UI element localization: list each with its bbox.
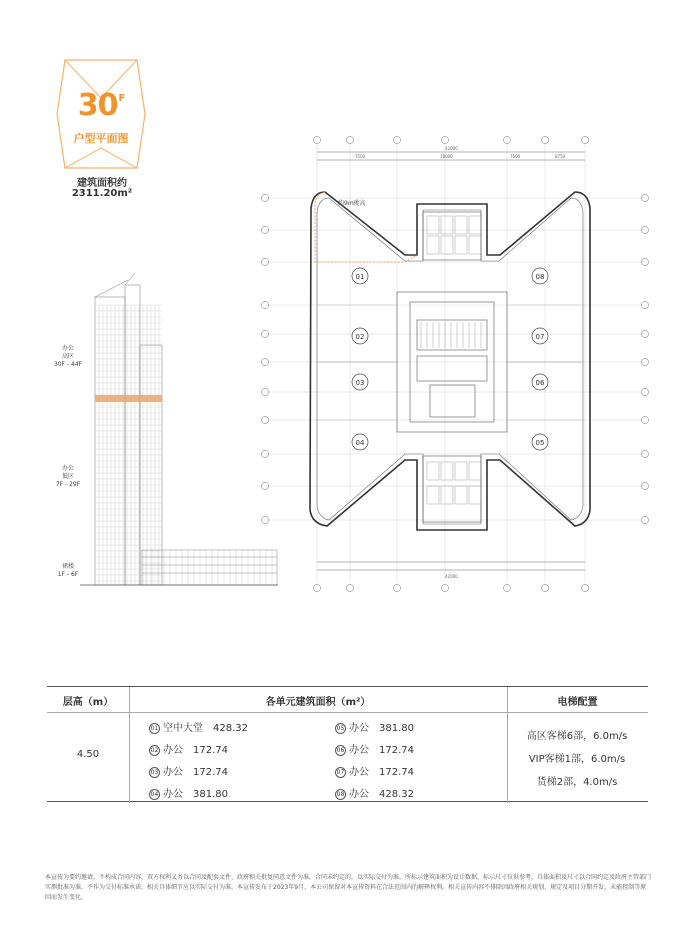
tower-elevation (50, 265, 280, 595)
header-elevator: 电梯配置 (557, 697, 598, 708)
unit-label: 06 (535, 379, 545, 387)
dim-top-3: 7500 (510, 154, 521, 159)
unit-marker-08 (532, 268, 548, 284)
unit-label: 02 (355, 333, 365, 341)
unit-marker-02 (352, 328, 368, 344)
unit-label: 03 (355, 379, 365, 387)
zone-podium: 裙楼 1F - 6F (57, 563, 79, 578)
unit-row-01: 01 空中大堂 428.32 (150, 723, 248, 734)
unit-marker-06 (532, 374, 548, 390)
floor-plan-drawing (255, 130, 655, 600)
disclaimer: 本宣传为要约邀请，不构成合同内容，双方权利义务以合同及配套文件、政府相关批复同意文件为准，合同未约定的，以实际交付为准。所标示建筑面积为设计数据，标示尺寸仅供参考，具体面积及尺寸以合同约定及政府主管部门实测批准为准，不作为交付标准承诺，相关具体细节应以实际交付为准。本宣传发布于2023年9月，本公司保留对本宣传资料在合法范围内的解释权利。相关宣传内容不排除因政府相关规划，规定及项目分期开发，未能控制等原因而发生变化。 (45, 874, 652, 901)
unit-marker-07 (532, 328, 548, 344)
header-height: 层高（m） (62, 697, 114, 708)
plan-note: 约9m挑高 (338, 200, 366, 207)
unit-marker-05 (532, 434, 548, 450)
area-value: 2311.20m² (71, 188, 133, 199)
floor-plan (255, 130, 655, 600)
zone-high: 办公 高区 30F - 44F (53, 345, 83, 368)
unit-label: 05 (535, 439, 545, 447)
zone-low: 办公 低区 7F - 29F (55, 465, 81, 488)
dim-top-2: 18000 (440, 154, 453, 159)
unit-marker-04 (352, 434, 368, 450)
unit-label: 04 (355, 439, 365, 447)
floor-number: $30^F$ (77, 88, 125, 123)
elevator-freight: 货梯2部，4.0m/s (536, 777, 618, 788)
area-label: 建筑面积约 (77, 178, 127, 189)
badge-subtitle: 户型平面图 (73, 132, 129, 145)
unit-row-06: 06 办公 172.74 (336, 745, 414, 756)
elevator-high: 高区客梯6部，6.0m/s (526, 731, 628, 742)
unit-area-table (47, 686, 648, 802)
dim-total-bottom: 42000 (445, 574, 458, 579)
unit-row-03: 03 办公 172.74 (150, 767, 228, 778)
header-area: 各单元建筑面积（m²） (265, 697, 371, 708)
floor-badge (55, 58, 147, 170)
unit-label: 01 (355, 273, 365, 281)
tower-drawing (50, 265, 280, 595)
dim-top-1: 7500 (355, 154, 366, 159)
unit-row-07: 07 办公 172.74 (336, 767, 414, 778)
floor-height-value: 4.50 (76, 749, 100, 760)
unit-marker-01 (352, 268, 368, 284)
dim-total-top: 42000 (445, 146, 458, 151)
unit-marker-03 (352, 374, 368, 390)
unit-row-08: 08 办公 428.32 (336, 789, 414, 800)
elevator-vip: VIP客梯1部，6.0m/s (528, 754, 626, 765)
divider (129, 687, 130, 803)
unit-row-04: 04 办公 381.80 (150, 789, 228, 800)
unit-row-02: 02 办公 172.74 (150, 745, 228, 756)
unit-label: 08 (535, 273, 545, 281)
dim-top-4: 8750 (555, 154, 566, 159)
unit-row-05: 05 办公 381.80 (336, 723, 414, 734)
table-header (47, 687, 648, 713)
unit-label: 07 (535, 333, 545, 341)
